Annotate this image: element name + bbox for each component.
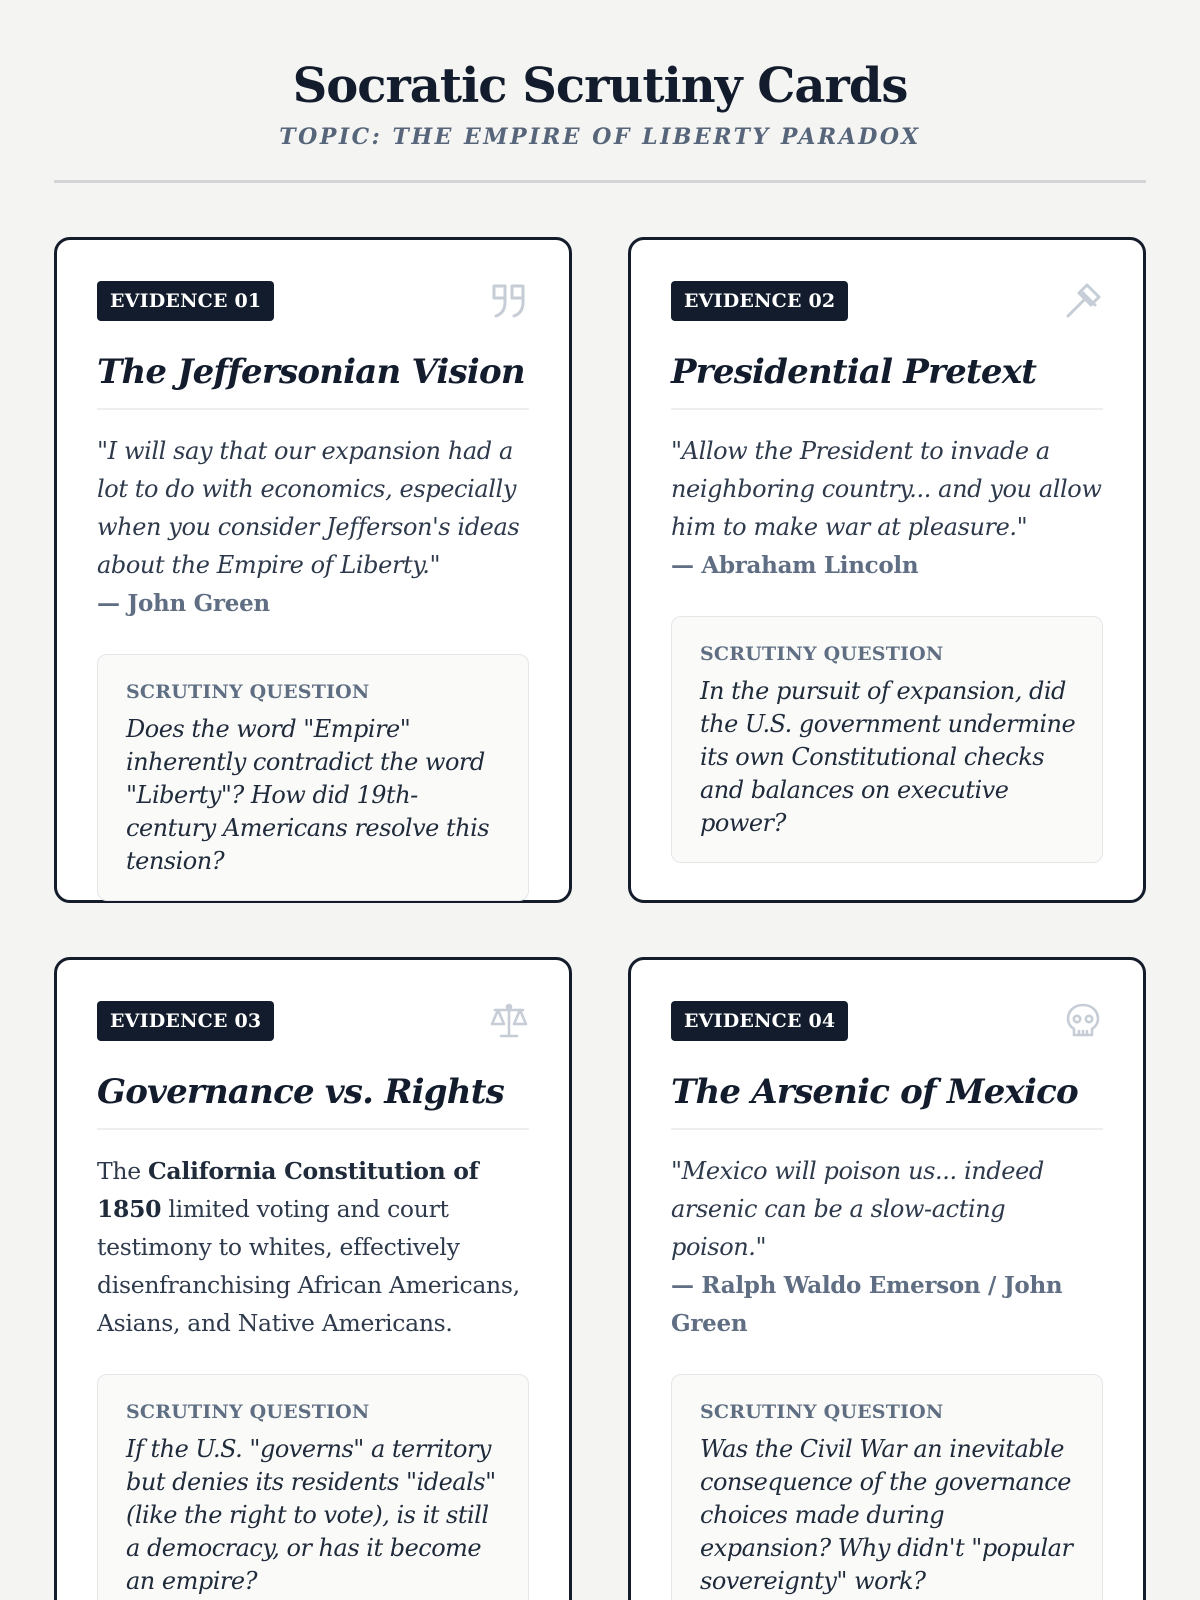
evidence-card-01 xyxy=(54,237,572,903)
card-body xyxy=(97,1152,529,1342)
question-text: Does the word "Empire" inherently contradict the word "Liberty"? How did 19th-century Americans resolve this tension? xyxy=(126,715,490,875)
question-label: SCRUTINY QUESTION xyxy=(126,681,370,703)
quote-icon xyxy=(489,281,529,321)
gavel-icon xyxy=(1063,281,1103,321)
quote-text: "I will say that our expansion had a lot to do with economics, especially when you consider Jefferson's ideas about the Empire of Liberty." xyxy=(97,437,520,579)
page-title: Socratic Scrutiny Cards xyxy=(292,58,908,114)
question-label: SCRUTINY QUESTION xyxy=(700,643,944,665)
scrutiny-question-box xyxy=(671,1374,1103,1600)
scrutiny-question-box xyxy=(97,654,529,901)
quote-attribution: — John Green xyxy=(97,590,270,617)
body-text-post: limited voting and court testimony to whites, effectively disenfranchising African Americans, Asians, and Native Americans. xyxy=(97,1195,520,1337)
card-top xyxy=(97,280,529,322)
card-top xyxy=(671,1000,1103,1042)
card-title: The Jeffersonian Vision xyxy=(97,350,529,410)
card-quote xyxy=(671,432,1103,584)
question-label: SCRUTINY QUESTION xyxy=(126,1401,370,1423)
question-text: Was the Civil War an inevitable consequence of the governance choices made during expansion? Why didn't "popular sovereignty" work? xyxy=(700,1435,1073,1595)
page-header xyxy=(54,0,1146,183)
body-text-bold: California Constitution of 1850 xyxy=(97,1157,479,1223)
body-text-pre: The xyxy=(97,1157,148,1185)
quote-text: "Mexico will poison us... indeed arsenic can be a slow-acting poison." xyxy=(671,1157,1044,1261)
scale-icon xyxy=(489,1001,529,1041)
evidence-card-04 xyxy=(628,957,1146,1600)
quote-attribution: — Abraham Lincoln xyxy=(671,552,919,579)
evidence-badge: EVIDENCE 04 xyxy=(671,1001,848,1041)
evidence-badge: EVIDENCE 03 xyxy=(97,1001,274,1041)
evidence-badge: EVIDENCE 02 xyxy=(671,281,848,321)
skull-icon xyxy=(1063,1001,1103,1041)
quote-attribution: — Ralph Waldo Emerson / John Green xyxy=(671,1272,1063,1337)
evidence-badge: EVIDENCE 01 xyxy=(97,281,274,321)
quote-text: "Allow the President to invade a neighboring country... and you allow him to make war at pleasure." xyxy=(671,437,1102,541)
header-divider xyxy=(54,180,1146,183)
evidence-card-03 xyxy=(54,957,572,1600)
card-title: The Arsenic of Mexico xyxy=(671,1070,1103,1130)
question-text: If the U.S. "governs" a territory but denies its residents "ideals" (like the right to vote), is it still a democracy, or has it become an empire? xyxy=(126,1435,496,1595)
question-label: SCRUTINY QUESTION xyxy=(700,1401,944,1423)
card-quote xyxy=(97,432,529,622)
question-text: In the pursuit of expansion, did the U.S. government undermine its own Constitutional checks and balances on executive power? xyxy=(700,677,1076,837)
card-top xyxy=(671,280,1103,322)
page-subtitle: TOPIC: THE EMPIRE OF LIBERTY PARADOX xyxy=(279,124,921,150)
card-title: Governance vs. Rights xyxy=(97,1070,529,1130)
card-quote xyxy=(671,1152,1103,1342)
card-top xyxy=(97,1000,529,1042)
scrutiny-question-box xyxy=(97,1374,529,1600)
card-title: Presidential Pretext xyxy=(671,350,1103,410)
scrutiny-question-box xyxy=(671,616,1103,863)
evidence-card-02 xyxy=(628,237,1146,903)
